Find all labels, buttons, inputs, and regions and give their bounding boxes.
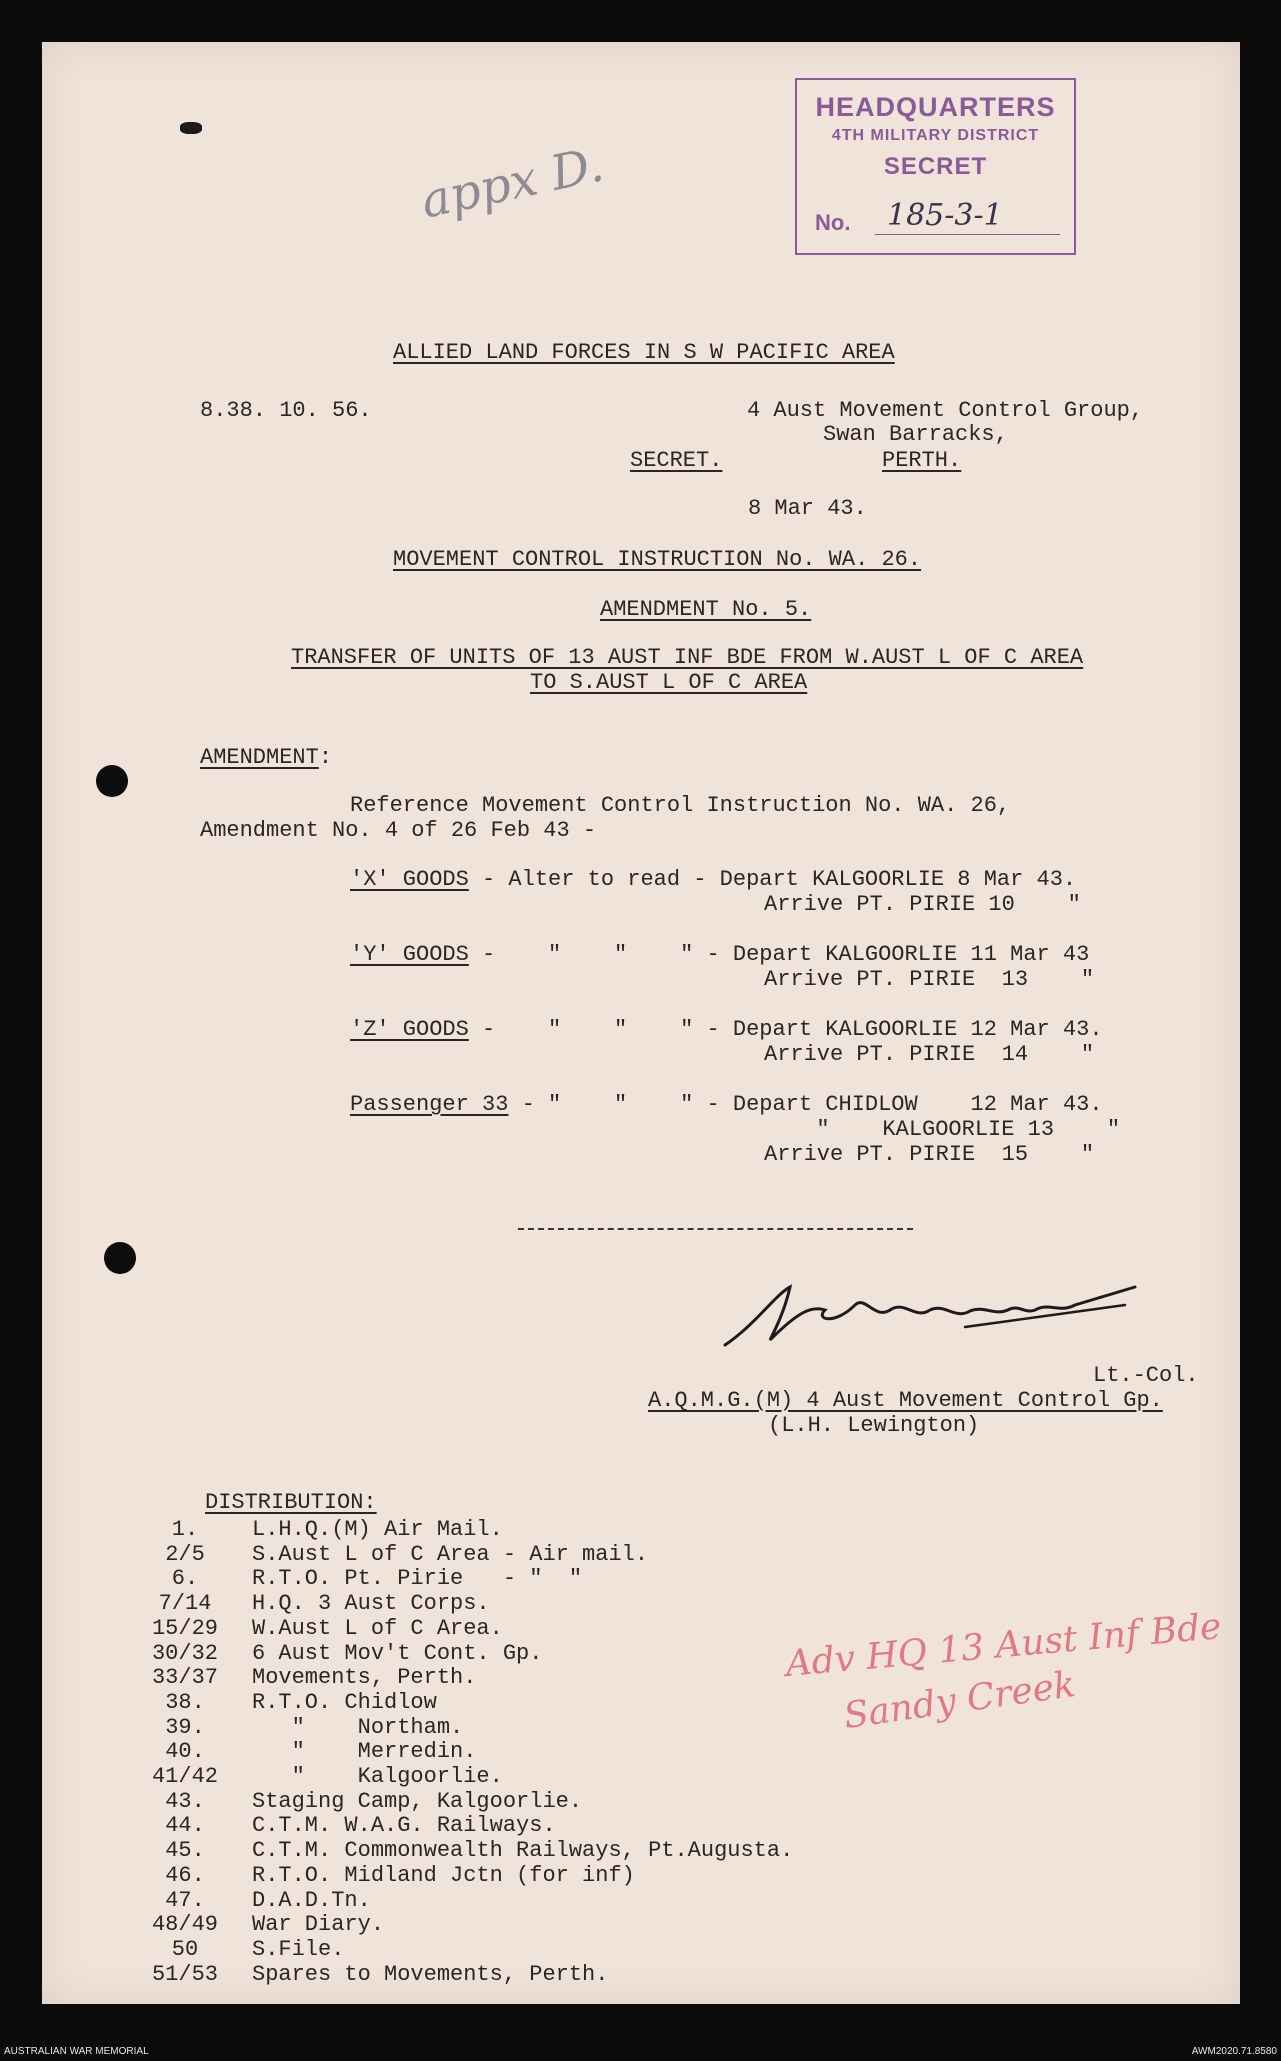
distribution-copy-number: 46. [165, 1862, 205, 1888]
signatory-appointment: A.Q.M.G.(M) 4 Aust Movement Control Gp. [648, 1388, 1163, 1413]
distribution-copy-number: 2/5 [165, 1541, 205, 1567]
distribution-recipient: W.Aust L of C Area. [252, 1615, 503, 1641]
distribution-recipient: R.T.O. Chidlow [252, 1689, 437, 1715]
train-y-line1 [350, 942, 1089, 967]
train-x-text: - Alter to read - Depart KALGOORLIE 8 Mar 43. [468, 867, 1077, 892]
distribution-copy-number: 33/37 [151, 1665, 218, 1691]
stamp-line3: SECRET [883, 153, 988, 180]
train-y-line2: Arrive PT. PIRIE 13 " [764, 967, 1095, 992]
amendment-heading: AMENDMENT [200, 745, 319, 770]
pencil-annotation: appx D. [416, 136, 609, 230]
distribution-copy-number: 41/42 [151, 1764, 218, 1789]
section-separator [518, 1228, 913, 1230]
distribution-recipient: S.Aust L of C Area - Air mail. [252, 1541, 649, 1567]
distribution-recipient: Movements, Perth. [252, 1665, 477, 1691]
stamp-no-value: 185-3-1 [887, 198, 1003, 233]
distribution-copy-number: 40. [165, 1739, 205, 1765]
signature-scrawl [715, 1275, 1145, 1355]
train-z-name: 'Z' GOODS [350, 1017, 469, 1042]
distribution-heading: DISTRIBUTION: [205, 1490, 377, 1515]
amendment-heading-colon: : [318, 745, 333, 770]
train-x-name: 'X' GOODS [350, 867, 469, 892]
subject-line1: TRANSFER OF UNITS OF 13 AUST INF BDE FROM W.AUST L OF C AREA [291, 645, 1084, 670]
passenger-line2: " KALGOORLIE 13 " [790, 1117, 1121, 1142]
stamp-no-label: No. [815, 210, 851, 235]
signatory-rank: Lt.-Col. [1093, 1363, 1199, 1388]
distribution-recipient: L.H.Q.(M) Air Mail. [252, 1517, 503, 1542]
train-y-text: - " " " - Depart KALGOORLIE 11 Mar 43 [468, 942, 1090, 967]
punch-hole-upper [96, 765, 128, 797]
train-z-text: - " " " - Depart KALGOORLIE 12 Mar 43. [468, 1017, 1103, 1042]
train-x-line1 [350, 867, 1076, 892]
reference-line1: Reference Movement Control Instruction No. WA. 26, [350, 793, 1011, 818]
distribution-recipient: D.A.D.Tn. [252, 1887, 371, 1913]
passenger-line3: Arrive PT. PIRIE 15 " [764, 1142, 1095, 1167]
distribution-copy-number: 30/32 [151, 1640, 218, 1666]
distribution-copy-number: 1. [171, 1517, 199, 1542]
address-line2: Swan Barracks, [823, 422, 1008, 447]
instruction-title: MOVEMENT CONTROL INSTRUCTION No. WA. 26. [393, 547, 922, 572]
distribution-recipient: Spares to Movements, Perth. [252, 1961, 609, 1987]
train-z-line2: Arrive PT. PIRIE 14 " [764, 1042, 1095, 1067]
header-title: ALLIED LAND FORCES IN S W PACIFIC AREA [393, 340, 895, 365]
distribution-recipient: " Kalgoorlie. [252, 1764, 503, 1789]
document-date: 8 Mar 43. [748, 496, 867, 521]
ink-speck [180, 122, 202, 134]
classification: SECRET. [630, 448, 723, 473]
distribution-recipient: R.T.O. Pt. Pirie - " " [252, 1566, 583, 1592]
amendment-number: AMENDMENT No. 5. [600, 597, 812, 622]
distribution-recipient: 6 Aust Mov't Cont. Gp. [252, 1640, 543, 1666]
distribution-recipient: " Northam. [252, 1714, 464, 1740]
red-handwritten-annotation-line1: Adv HQ 13 Aust Inf Bde [784, 1606, 1223, 1685]
distribution-recipient: " Merredin. [252, 1739, 477, 1765]
stamp-no-underline [875, 234, 1060, 235]
subject-line2: TO S.AUST L OF C AREA [530, 670, 808, 695]
train-y-name: 'Y' GOODS [350, 942, 469, 967]
distribution-copy-number: 43. [165, 1788, 205, 1814]
passenger-text: - " " " - Depart CHIDLOW 12 Mar 43. [508, 1092, 1103, 1117]
distribution-copy-number: 39. [165, 1714, 205, 1740]
distribution-copy-number: 51/53 [151, 1961, 218, 1987]
footer-catalogue-number: AWM2020.71.8580 [1191, 2046, 1277, 2057]
train-z-line1 [350, 1017, 1103, 1042]
distribution-recipient: War Diary. [252, 1912, 385, 1938]
distribution-recipient: C.T.M. Commonwealth Railways, Pt.Augusta. [252, 1838, 794, 1864]
distribution-copy-number: 45. [165, 1838, 205, 1864]
train-x-line2: Arrive PT. PIRIE 10 " [764, 892, 1081, 917]
distribution-recipient: R.T.O. Midland Jctn (for inf) [252, 1862, 635, 1888]
distribution-recipient: H.Q. 3 Aust Corps. [252, 1591, 490, 1617]
distribution-copy-number: 15/29 [151, 1615, 218, 1641]
punch-hole-lower [104, 1242, 136, 1274]
distribution-copy-number: 38. [165, 1689, 205, 1715]
stamp-line2: 4TH MILITARY DISTRICT [831, 127, 1040, 144]
headquarters-stamp [795, 78, 1076, 255]
stamp-line1: HEADQUARTERS [815, 92, 1056, 122]
city: PERTH. [882, 448, 962, 473]
distribution-copy-number: 48/49 [151, 1912, 218, 1938]
distribution-recipient: S.File. [252, 1936, 345, 1962]
distribution-copy-number: 6. [171, 1566, 199, 1592]
reference-line2: Amendment No. 4 of 26 Feb 43 - [200, 818, 597, 843]
distribution-copy-number: 7/14 [158, 1591, 212, 1617]
signatory-name: (L.H. Lewington) [768, 1413, 980, 1438]
distribution-recipient: Staging Camp, Kalgoorlie. [252, 1788, 583, 1814]
file-reference: 8.38. 10. 56. [200, 398, 372, 423]
red-handwritten-annotation-line2: Sandy Creek [841, 1663, 1079, 1738]
passenger-line1 [350, 1092, 1103, 1117]
distribution-copy-number: 50 [171, 1936, 199, 1962]
distribution-copy-number: 44. [165, 1813, 205, 1839]
distribution-recipient: C.T.M. W.A.G. Railways. [252, 1813, 556, 1839]
footer-archive: AUSTRALIAN WAR MEMORIAL [4, 2046, 149, 2057]
passenger-name: Passenger 33 [350, 1092, 509, 1117]
address-line1: 4 Aust Movement Control Group, [747, 398, 1144, 423]
amendment-heading-line [200, 745, 332, 770]
distribution-copy-number: 47. [165, 1887, 205, 1913]
